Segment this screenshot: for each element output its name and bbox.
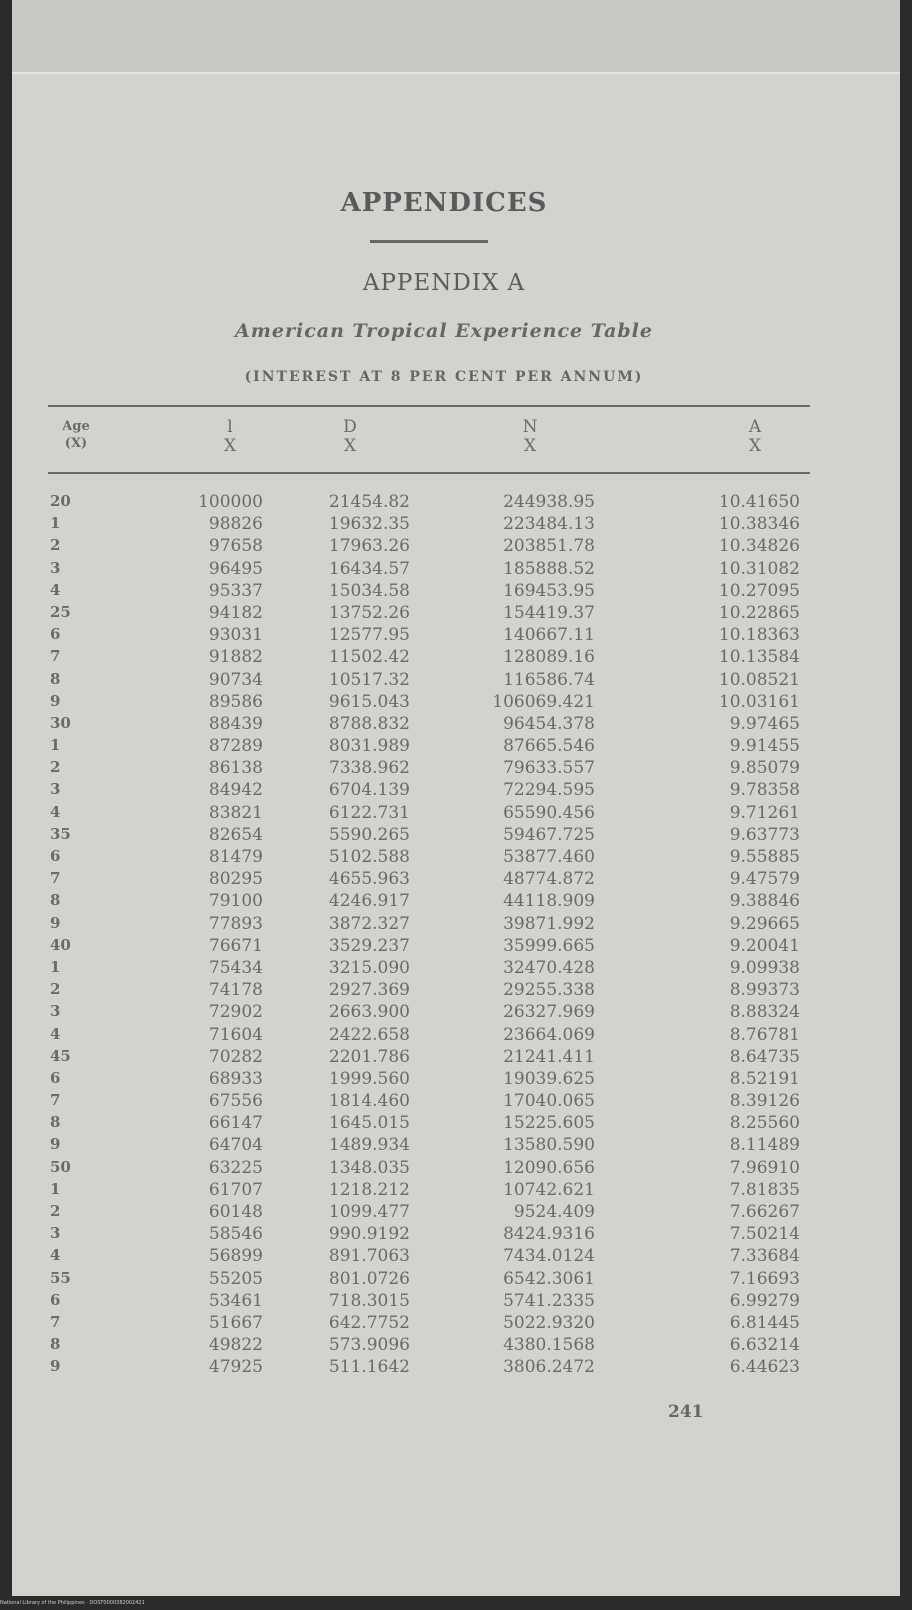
table-row [0, 1091, 888, 1113]
cell-age: 3 [50, 1224, 61, 1243]
cell-age: 8 [50, 1113, 61, 1132]
cell-l: 60148 [208, 1202, 263, 1222]
table-subtitle: American Tropical Experience Table [235, 320, 653, 342]
table-row [0, 1135, 888, 1157]
column-header-n: N X [522, 417, 538, 456]
cell-a: 7.33684 [729, 1246, 800, 1267]
cell-n: 72294.595 [503, 780, 595, 801]
table-row [0, 736, 888, 758]
cell-age: 9 [50, 913, 61, 932]
cell-a: 10.18363 [718, 625, 800, 646]
cell-n: 17040.065 [503, 1091, 595, 1112]
cell-n: 13580.590 [503, 1135, 595, 1156]
cell-age: 4 [50, 1024, 61, 1043]
cell-age: 4 [50, 1246, 61, 1265]
table-row [0, 536, 888, 558]
cell-age: 7 [50, 1312, 61, 1331]
cell-n: 116586.74 [503, 669, 595, 690]
cell-age: 4 [50, 580, 61, 599]
cell-d: 15034.58 [328, 580, 410, 601]
table-row [0, 1069, 888, 1091]
cell-l: 89586 [208, 691, 263, 712]
cell-n: 106069.421 [492, 691, 595, 712]
cell-l: 90734 [208, 669, 263, 690]
cell-age: 45 [50, 1046, 71, 1065]
cell-l: 82654 [208, 824, 263, 845]
cell-age: 1 [50, 736, 61, 755]
cell-n: 3806.2472 [503, 1357, 595, 1378]
cell-a: 7.81835 [729, 1179, 800, 1200]
column-header-l: l X [223, 417, 237, 456]
cell-d: 2201.786 [328, 1046, 410, 1067]
cell-a: 9.09938 [729, 957, 800, 978]
cell-a: 7.96910 [729, 1157, 800, 1178]
table-header-rule [48, 472, 810, 474]
cell-n: 96454.378 [503, 713, 595, 734]
interest-note: (INTEREST AT 8 PER CENT PER ANNUM) [244, 369, 644, 385]
cell-l: 49822 [208, 1335, 263, 1356]
cell-age: 3 [50, 558, 61, 577]
cell-a: 8.11489 [729, 1135, 800, 1156]
cell-a: 7.66267 [729, 1202, 800, 1222]
cell-age: 1 [50, 957, 61, 976]
cell-d: 891.7063 [328, 1246, 410, 1267]
cell-n: 65590.456 [503, 802, 595, 823]
cell-n: 35999.665 [503, 935, 595, 956]
cell-age: 1 [50, 1179, 61, 1198]
cell-a: 6.44623 [729, 1357, 800, 1378]
table-row [0, 647, 888, 669]
cell-age: 3 [50, 780, 61, 799]
cell-l: 80295 [208, 869, 263, 890]
cell-a: 9.63773 [729, 824, 800, 845]
cell-age: 6 [50, 625, 61, 644]
table-top-rule [48, 405, 810, 407]
cell-d: 1348.035 [328, 1157, 410, 1178]
cell-d: 21454.82 [328, 492, 410, 512]
cell-l: 51667 [208, 1312, 263, 1333]
cell-n: 8424.9316 [503, 1224, 595, 1245]
table-row [0, 780, 888, 802]
cell-d: 4246.917 [328, 891, 410, 912]
cell-l: 81479 [208, 847, 263, 867]
cell-d: 9615.043 [328, 691, 410, 712]
cell-n: 19039.625 [503, 1068, 595, 1089]
cell-d: 5590.265 [328, 824, 410, 845]
cell-d: 4655.963 [328, 869, 410, 890]
cell-n: 154419.37 [503, 602, 595, 623]
cell-d: 718.3015 [328, 1290, 410, 1311]
cell-a: 9.91455 [729, 736, 800, 757]
cell-d: 2422.658 [328, 1024, 410, 1045]
cell-d: 8788.832 [328, 713, 410, 734]
cell-a: 8.76781 [729, 1024, 800, 1045]
cell-d: 1218.212 [328, 1179, 410, 1200]
table-row [0, 603, 888, 625]
cell-a: 8.25560 [729, 1113, 800, 1134]
cell-l: 75434 [208, 957, 263, 978]
scan-credit: National Library of the Philippines · DOST0000382002421 [0, 1600, 145, 1606]
cell-l: 83821 [208, 802, 263, 823]
table-row [0, 1357, 888, 1379]
table-row [0, 1246, 888, 1268]
appendix-label: APPENDIX A [362, 270, 526, 296]
cell-a: 9.38846 [729, 891, 800, 912]
cell-l: 93031 [208, 625, 263, 646]
cell-d: 7338.962 [328, 758, 410, 779]
table-row [0, 758, 888, 780]
column-header-d: D X [343, 417, 357, 456]
cell-l: 56899 [208, 1246, 263, 1267]
cell-l: 96495 [208, 558, 263, 579]
table-row [0, 1113, 888, 1135]
table-row [0, 714, 888, 736]
cell-n: 29255.338 [503, 980, 595, 1001]
cell-l: 87289 [208, 736, 263, 757]
page-number: 241 [668, 1402, 704, 1422]
cell-l: 66147 [208, 1113, 263, 1134]
cell-a: 8.88324 [729, 1002, 800, 1023]
cell-d: 573.9096 [328, 1335, 410, 1356]
cell-n: 5022.9320 [503, 1312, 595, 1333]
cell-d: 1999.560 [328, 1068, 410, 1089]
cell-n: 203851.78 [503, 536, 595, 557]
cell-age: 35 [50, 824, 71, 843]
cell-d: 12577.95 [328, 625, 410, 646]
cell-d: 3529.237 [328, 935, 410, 956]
cell-age: 8 [50, 1335, 61, 1354]
table-row [0, 803, 888, 825]
cell-l: 68933 [208, 1068, 263, 1089]
page-title: APPENDICES [340, 188, 548, 218]
cell-n: 23664.069 [503, 1024, 595, 1045]
cell-d: 8031.989 [328, 736, 410, 757]
table-row [0, 1291, 888, 1313]
table-row [0, 869, 888, 891]
cell-a: 9.71261 [729, 802, 800, 823]
cell-n: 7434.0124 [503, 1246, 595, 1267]
table-row [0, 936, 888, 958]
cell-a: 9.29665 [729, 913, 800, 934]
cell-age: 7 [50, 647, 61, 666]
table-row [0, 1313, 888, 1335]
cell-n: 6542.3061 [503, 1268, 595, 1289]
cell-l: 79100 [208, 891, 263, 912]
cell-n: 12090.656 [503, 1157, 595, 1178]
cell-d: 1099.477 [328, 1202, 410, 1222]
cell-d: 511.1642 [328, 1357, 410, 1378]
cell-a: 8.39126 [729, 1091, 800, 1112]
cell-a: 10.13584 [718, 647, 800, 668]
cell-n: 244938.95 [503, 492, 595, 512]
cell-l: 86138 [208, 758, 263, 779]
cell-n: 87665.546 [503, 736, 595, 757]
table-row [0, 1269, 888, 1291]
cell-d: 10517.32 [328, 669, 410, 690]
cell-a: 10.08521 [718, 669, 800, 690]
cell-l: 67556 [208, 1091, 263, 1112]
cell-a: 9.85079 [729, 758, 800, 779]
cell-n: 169453.95 [503, 580, 595, 601]
cell-n: 44118.909 [503, 891, 595, 912]
cell-d: 17963.26 [328, 536, 410, 557]
table-row [0, 1224, 888, 1246]
table-row [0, 1047, 888, 1069]
cell-a: 9.97465 [729, 713, 800, 734]
cell-age: 1 [50, 514, 61, 533]
cell-d: 11502.42 [328, 647, 410, 668]
cell-a: 8.64735 [729, 1046, 800, 1067]
cell-age: 6 [50, 847, 61, 865]
cell-l: 77893 [208, 913, 263, 934]
cell-l: 98826 [208, 514, 263, 535]
cell-d: 13752.26 [328, 602, 410, 623]
column-header-a: A X [748, 417, 762, 456]
table-row [0, 891, 888, 913]
cell-l: 95337 [208, 580, 263, 601]
cell-l: 94182 [208, 602, 263, 623]
table-row [0, 692, 888, 714]
cell-n: 48774.872 [503, 869, 595, 890]
cell-n: 21241.411 [503, 1046, 595, 1067]
cell-d: 16434.57 [328, 558, 410, 579]
table-row [0, 514, 888, 536]
cell-l: 70282 [208, 1046, 263, 1067]
cell-age: 9 [50, 1135, 61, 1154]
cell-d: 5102.588 [328, 847, 410, 867]
cell-a: 6.63214 [729, 1335, 800, 1356]
cell-age: 4 [50, 802, 61, 821]
cell-l: 64704 [208, 1135, 263, 1156]
cell-d: 801.0726 [328, 1268, 410, 1289]
cell-age: 2 [50, 758, 61, 777]
cell-l: 58546 [208, 1224, 263, 1245]
cell-a: 10.03161 [718, 691, 800, 712]
cell-a: 6.81445 [729, 1312, 800, 1333]
cell-age: 40 [50, 935, 71, 954]
cell-age: 2 [50, 980, 61, 999]
cell-a: 9.20041 [729, 935, 800, 956]
cell-l: 47925 [208, 1357, 263, 1378]
cell-age: 9 [50, 1357, 61, 1376]
cell-a: 7.50214 [729, 1224, 800, 1245]
table-row [0, 825, 888, 847]
table-row [0, 670, 888, 692]
cell-age: 8 [50, 891, 61, 910]
cell-a: 9.55885 [729, 847, 800, 867]
table-row [0, 1202, 888, 1224]
cell-l: 91882 [208, 647, 263, 668]
cell-l: 100000 [198, 492, 263, 512]
table-row [0, 914, 888, 936]
cell-d: 642.7752 [328, 1312, 410, 1333]
cell-age: 2 [50, 1202, 61, 1220]
cell-a: 9.78358 [729, 780, 800, 801]
cell-a: 10.38346 [718, 514, 800, 535]
cell-age: 30 [50, 713, 71, 732]
table-row [0, 1158, 888, 1180]
cell-n: 15225.605 [503, 1113, 595, 1134]
cell-l: 84942 [208, 780, 263, 801]
table-row [0, 980, 888, 1002]
table-row [0, 1002, 888, 1024]
table-row [0, 1180, 888, 1202]
cell-n: 128089.16 [503, 647, 595, 668]
cell-d: 6122.731 [328, 802, 410, 823]
cell-n: 140667.11 [503, 625, 595, 646]
cell-age: 25 [50, 602, 71, 621]
table-row [0, 958, 888, 980]
table-row [0, 1335, 888, 1357]
cell-n: 39871.992 [503, 913, 595, 934]
cell-a: 6.99279 [729, 1290, 800, 1311]
cell-d: 6704.139 [328, 780, 410, 801]
table-row [0, 581, 888, 603]
cell-d: 1814.460 [328, 1091, 410, 1112]
cell-d: 3872.327 [328, 913, 410, 934]
cell-d: 19632.35 [328, 514, 410, 535]
cell-l: 55205 [208, 1268, 263, 1289]
cell-l: 74178 [208, 980, 263, 1001]
cell-d: 990.9192 [328, 1224, 410, 1245]
cell-n: 223484.13 [503, 514, 595, 535]
cell-age: 55 [50, 1268, 71, 1287]
cell-a: 9.47579 [729, 869, 800, 890]
cell-n: 9524.409 [513, 1202, 595, 1222]
cell-n: 10742.621 [503, 1179, 595, 1200]
cell-age: 2 [50, 536, 61, 555]
cell-l: 76671 [208, 935, 263, 956]
cell-age: 9 [50, 691, 61, 710]
cell-age: 7 [50, 869, 61, 888]
cell-l: 61707 [208, 1179, 263, 1200]
cell-d: 1489.934 [328, 1135, 410, 1156]
cell-d: 1645.015 [328, 1113, 410, 1134]
cell-n: 59467.725 [503, 824, 595, 845]
table-row [0, 492, 888, 514]
cell-n: 32470.428 [503, 957, 595, 978]
cell-n: 26327.969 [503, 1002, 595, 1023]
table-row [0, 847, 888, 869]
cell-a: 8.99373 [729, 980, 800, 1001]
cell-n: 53877.460 [503, 847, 595, 867]
table-body [0, 492, 888, 1380]
cell-d: 3215.090 [328, 957, 410, 978]
cell-a: 10.34826 [718, 536, 800, 557]
table-row [0, 1025, 888, 1047]
table-row [0, 559, 888, 581]
cell-age: 8 [50, 669, 61, 688]
cell-n: 79633.557 [503, 758, 595, 779]
cell-age: 6 [50, 1290, 61, 1309]
cell-a: 7.16693 [729, 1268, 800, 1289]
cell-age: 7 [50, 1091, 61, 1110]
cell-a: 10.27095 [718, 580, 800, 601]
table-row [0, 625, 888, 647]
cell-a: 8.52191 [729, 1068, 800, 1089]
page-top-margin [12, 0, 900, 74]
cell-l: 88439 [208, 713, 263, 734]
cell-age: 3 [50, 1002, 61, 1021]
cell-a: 10.41650 [718, 492, 800, 512]
column-header-age: Age (X) [62, 419, 90, 451]
cell-d: 2927.369 [328, 980, 410, 1001]
cell-a: 10.31082 [718, 558, 800, 579]
cell-l: 71604 [208, 1024, 263, 1045]
cell-age: 50 [50, 1157, 71, 1176]
cell-l: 63225 [208, 1157, 263, 1178]
cell-a: 10.22865 [718, 602, 800, 623]
cell-d: 2663.900 [328, 1002, 410, 1023]
title-rule [370, 240, 488, 243]
cell-n: 4380.1568 [503, 1335, 595, 1356]
cell-n: 185888.52 [503, 558, 595, 579]
cell-l: 53461 [208, 1290, 263, 1311]
cell-age: 6 [50, 1068, 61, 1087]
cell-l: 72902 [208, 1002, 263, 1023]
cell-n: 5741.2335 [503, 1290, 595, 1311]
cell-age: 20 [50, 492, 71, 510]
cell-l: 97658 [208, 536, 263, 557]
